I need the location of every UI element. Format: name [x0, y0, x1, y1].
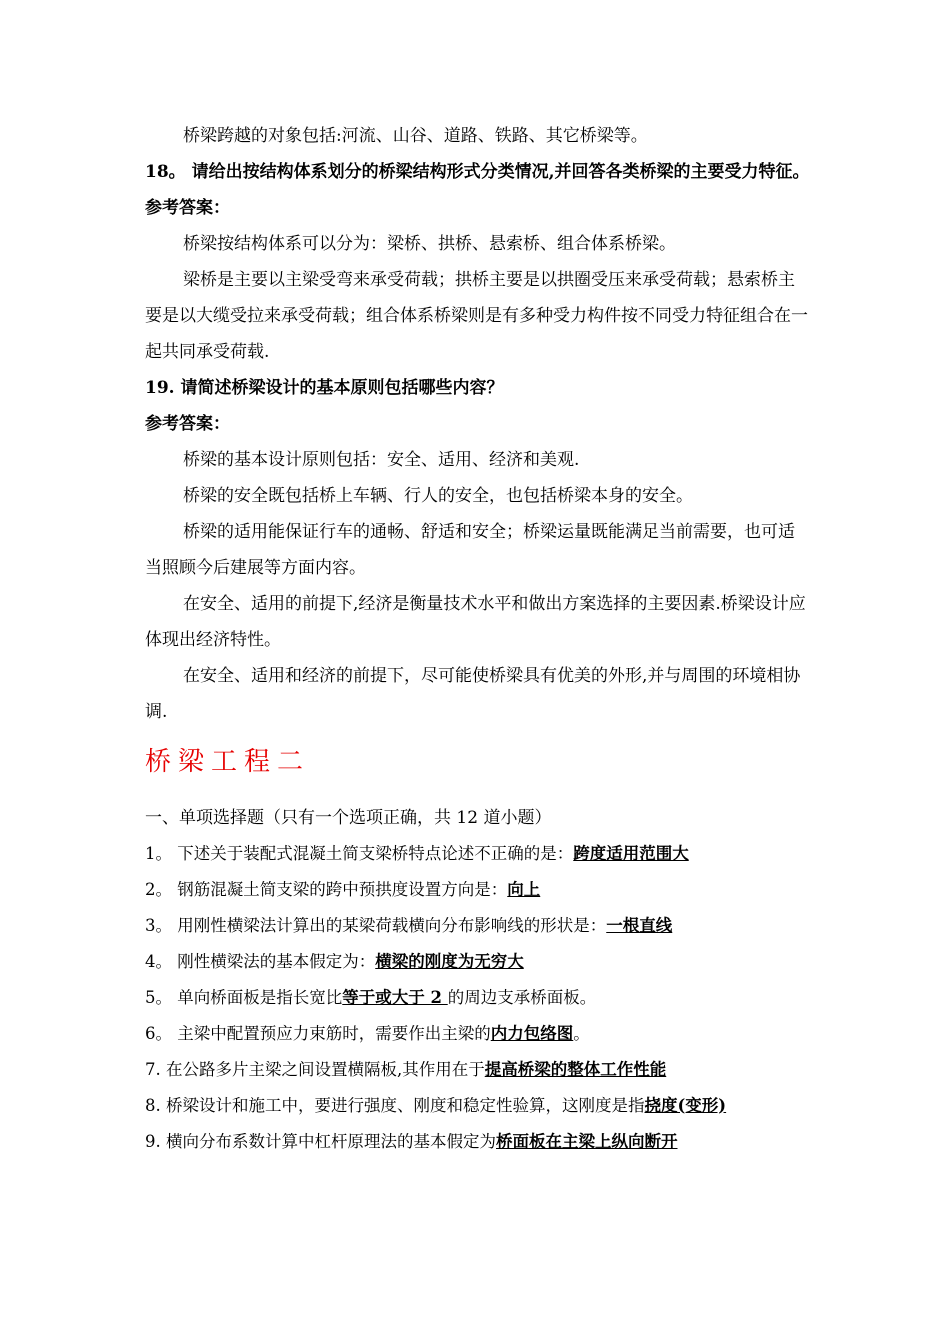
mc-question: 4。 刚性横梁法的基本假定为： — [145, 952, 376, 971]
mc-answer: 桥面板在主梁上纵向断开 — [496, 1132, 678, 1151]
section-title: 桥梁工程二 — [145, 747, 311, 777]
mc-answer: 挠度(变形) — [644, 1096, 727, 1115]
list-item — [145, 980, 810, 1016]
mc-header: 一、单项选择题（只有一个选项正确，共 12 道小题） — [145, 808, 552, 828]
list-item — [145, 1052, 810, 1088]
answer-18-paragraph: 梁桥是主要以主梁受弯来承受荷载；拱桥主要是以拱圈受压来承受荷载；悬索桥主要是以大缆受拉来承受荷载；组合体系桥梁则是有多种受力构件按不同受力特征组合在一起共同承受荷载. — [145, 270, 808, 362]
mc-suffix: 。 — [573, 1024, 590, 1043]
mc-question: 6。 主梁中配置预应力束筋时，需要作出主梁的 — [145, 1024, 491, 1043]
list-item — [145, 836, 810, 872]
mc-answer: 横梁的刚度为无穷大 — [375, 952, 524, 971]
list-item — [145, 1088, 810, 1124]
mc-answer: 向上 — [507, 880, 541, 899]
answer-19-paragraph: 桥梁的适用能保证行车的通畅、舒适和安全；桥梁运量既能满足当前需要，也可适当照顾今后建展等方面内容。 — [145, 522, 795, 578]
list-item — [145, 1016, 810, 1052]
mc-question: 8. 桥梁设计和施工中，要进行强度、刚度和稳定性验算，这刚度是指 — [145, 1096, 645, 1115]
mc-question: 2。 钢筋混凝土简支梁的跨中预拱度设置方向是： — [145, 880, 508, 899]
question-18: 18。 请给出按结构体系划分的桥梁结构形式分类情况,并回答各类桥梁的主要受力特征。 — [145, 162, 810, 182]
answer-19-paragraph: 在安全、适用和经济的前提下，尽可能使桥梁具有优美的外形,并与周围的环境相协调. — [145, 666, 801, 722]
list-item — [145, 1124, 810, 1160]
mc-answer: 等于或大于 2 — [342, 988, 448, 1007]
mc-question: 3。 用刚性横梁法计算出的某梁荷载横向分布影响线的形状是： — [145, 916, 607, 935]
answer-18-paragraph: 桥梁按结构体系可以分为：梁桥、拱桥、悬索桥、组合体系桥梁。 — [183, 234, 676, 254]
mc-question: 9. 横向分布系数计算中杠杆原理法的基本假定为 — [145, 1132, 496, 1151]
answer-19-paragraph: 桥梁的安全既包括桥上车辆、行人的安全，也包括桥梁本身的安全。 — [183, 486, 693, 506]
list-item — [145, 872, 810, 908]
mc-answer: 内力包络图 — [490, 1024, 574, 1043]
list-item — [145, 944, 810, 980]
answer-label-18: 参考答案： — [145, 198, 230, 218]
list-item — [145, 908, 810, 944]
mc-answer: 跨度适用范围大 — [573, 844, 689, 863]
mc-question: 7. 在公路多片主梁之间设置横隔板,其作用在于 — [145, 1060, 485, 1079]
intro-line: 桥梁跨越的对象包括:河流、山谷、道路、铁路、其它桥梁等。 — [183, 126, 648, 146]
mc-question: 1。 下述关于装配式混凝土简支梁桥特点论述不正确的是： — [145, 844, 574, 863]
mc-answer: 一根直线 — [606, 916, 673, 935]
page-content — [145, 118, 810, 1160]
question-19: 19. 请简述桥梁设计的基本原则包括哪些内容？ — [145, 378, 504, 398]
mc-suffix: 的周边支承桥面板。 — [447, 988, 597, 1007]
mc-answer: 提高桥梁的整体工作性能 — [484, 1060, 667, 1079]
mc-question: 5。 单向桥面板是指长宽比 — [145, 988, 343, 1007]
answer-label-19: 参考答案： — [145, 414, 230, 434]
answer-19-paragraph: 在安全、适用的前提下,经济是衡量技术水平和做出方案选择的主要因素.桥梁设计应体现出经济特性。 — [145, 594, 806, 650]
answer-19-paragraph: 桥梁的基本设计原则包括：安全、适用、经济和美观. — [183, 450, 580, 470]
